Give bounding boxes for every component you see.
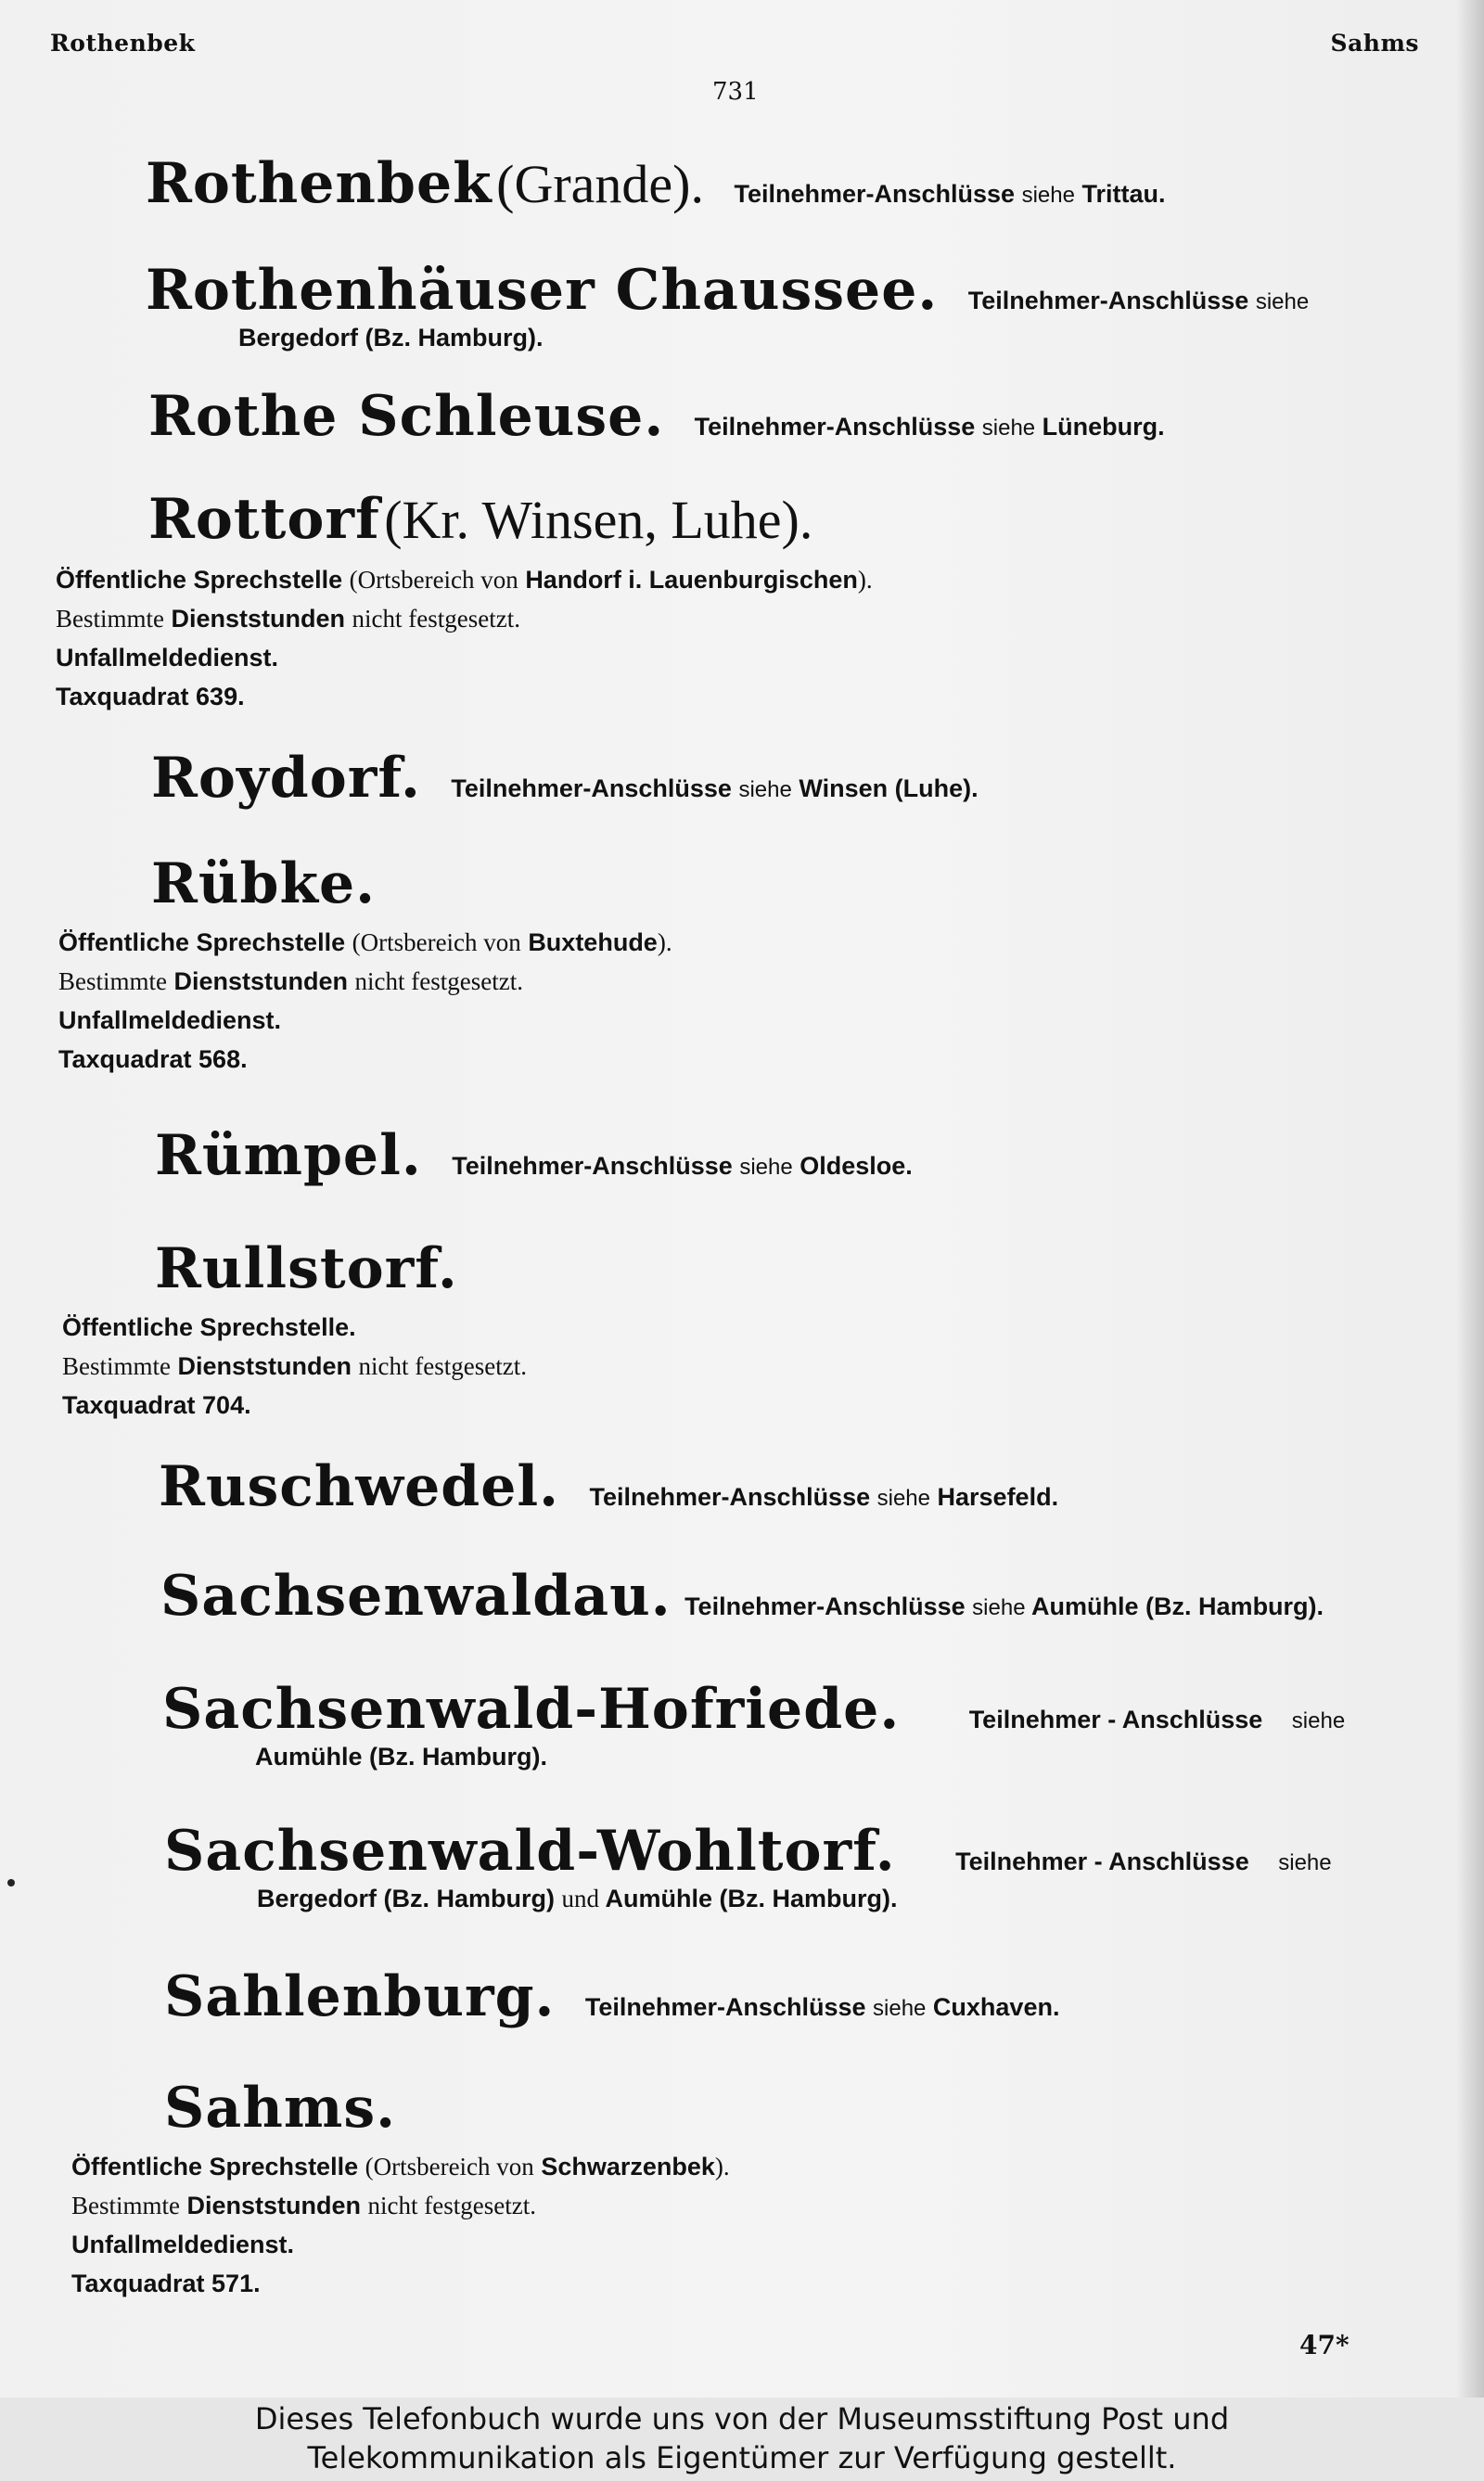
ref-label: Teilnehmer-Anschlüsse — [452, 1152, 733, 1180]
ortsbereich-place: Handorf i. Lauenburgischen — [525, 566, 858, 594]
running-head-right: Sahms — [1330, 30, 1419, 57]
unfallmeldedienst: Unfallmeldedienst. — [71, 2231, 295, 2258]
taxquadrat: Taxquadrat 704. — [62, 1391, 251, 1419]
place-name: Sachsenwaldau. — [160, 1564, 672, 1629]
ref-place: Bergedorf (Bz. Hamburg) — [257, 1885, 556, 1912]
attribution-banner — [0, 2398, 1484, 2481]
dienststunden-label: Dienststunden — [186, 2192, 362, 2219]
ref-place: Oldesloe. — [800, 1152, 913, 1180]
ref-label: Teilnehmer - Anschlüsse — [955, 1848, 1249, 1875]
entry-sahms — [71, 2076, 730, 2303]
entry-ruebke — [58, 851, 672, 1079]
sprechstelle-label: Öffentliche Sprechstelle — [58, 928, 346, 956]
place-name: Sachsenwald-Wohltorf. — [164, 1819, 896, 1884]
place-name: Rullstorf. — [155, 1236, 458, 1301]
place-name: Rottorf — [148, 487, 380, 552]
place-name: Rümpel. — [155, 1123, 422, 1188]
sprechstelle-label: Öffentliche Sprechstelle — [71, 2153, 359, 2180]
place-name: Roydorf. — [151, 746, 421, 811]
place-name: Rothe Schleuse. — [148, 384, 665, 449]
entry-details — [62, 1308, 527, 1425]
dienststunden-value: nicht festgesetzt. — [354, 967, 523, 995]
ref-place: Aumühle (Bz. Hamburg). — [255, 1743, 547, 1771]
place-name: Ruschwedel. — [159, 1454, 560, 1519]
ref-place: Trittau. — [1081, 180, 1166, 208]
ref-place: Lüneburg. — [1042, 413, 1165, 441]
entry-rottorf — [56, 487, 873, 716]
ref-label: Teilnehmer-Anschlüsse — [684, 1592, 966, 1620]
dienststunden-prefix: Bestimmte — [71, 2192, 180, 2219]
unfallmeldedienst: Unfallmeldedienst. — [56, 644, 279, 671]
ref-place: Aumühle (Bz. Hamburg). — [1031, 1592, 1324, 1620]
place-name: Rothenhäuser Chaussee. — [146, 258, 939, 323]
dienststunden-value: nicht festgesetzt. — [358, 1352, 527, 1380]
entry-details — [58, 923, 672, 1079]
entry-ruschwedel — [159, 1454, 1059, 1519]
dienststunden-value: nicht festgesetzt. — [352, 605, 520, 633]
place-name: Sachsenwald-Hofriede. — [162, 1677, 901, 1742]
taxquadrat: Taxquadrat 568. — [58, 1045, 248, 1073]
running-head-left: Rothenbek — [50, 30, 196, 57]
ref-place: Winsen (Luhe). — [799, 774, 979, 802]
attribution-line-2: Telekommunikation als Eigentümer zur Verfügung gestellt. — [307, 2440, 1177, 2475]
siehe-text: siehe — [738, 777, 792, 802]
siehe-text: siehe — [981, 416, 1036, 441]
siehe-text: siehe — [1021, 183, 1075, 208]
signature-mark: 47* — [1299, 2330, 1350, 2360]
entry-roydorf — [151, 746, 979, 811]
place-name: Rothenbek — [146, 151, 493, 216]
ref-und: und — [561, 1885, 600, 1912]
dienststunden-prefix: Bestimmte — [58, 967, 167, 995]
entry-details — [56, 560, 873, 716]
ortsbereich-end: ). — [857, 566, 873, 594]
ref-place: Bergedorf (Bz. Hamburg). — [238, 324, 544, 352]
ortsbereich-end: ). — [657, 928, 672, 956]
dienststunden-prefix: Bestimmte — [56, 605, 164, 633]
place-name: Rübke. — [151, 851, 377, 916]
ortsbereich-text: (Ortsbereich von — [352, 928, 521, 956]
ortsbereich-end: ). — [714, 2153, 730, 2180]
siehe-text: siehe — [1255, 289, 1310, 314]
taxquadrat: Taxquadrat 639. — [56, 683, 245, 710]
ref-label: Teilnehmer-Anschlüsse — [584, 1993, 866, 2021]
dienststunden-value: nicht festgesetzt. — [367, 2192, 536, 2219]
sprechstelle-label: Öffentliche Sprechstelle — [56, 566, 343, 594]
entry-rothenhaeuser-chaussee — [146, 258, 1310, 352]
entry-sachsenwald-wohltorf — [164, 1819, 1332, 1913]
siehe-text: siehe — [972, 1595, 1026, 1620]
entry-sachsenwaldau — [160, 1564, 1324, 1629]
entry-details — [71, 2147, 730, 2303]
siehe-text: siehe — [739, 1155, 793, 1180]
siehe-text: siehe — [876, 1486, 930, 1511]
page-number: 731 — [712, 78, 759, 106]
place-suffix: (Grande). — [496, 154, 704, 214]
ortsbereich-place: Buxtehude — [528, 928, 658, 956]
ref-label: Teilnehmer-Anschlüsse — [694, 413, 976, 441]
dienststunden-label: Dienststunden — [171, 605, 346, 633]
entry-sachsenwald-hofriede — [162, 1677, 1346, 1771]
ref-label: Teilnehmer-Anschlüsse — [967, 287, 1249, 314]
entry-rullstorf — [62, 1236, 527, 1425]
taxquadrat: Taxquadrat 571. — [71, 2270, 261, 2297]
ref-label: Teilnehmer-Anschlüsse — [451, 774, 732, 802]
ref-label: Teilnehmer - Anschlüsse — [968, 1706, 1263, 1733]
ortsbereich-text: (Ortsbereich von — [349, 566, 518, 594]
place-name: Sahms. — [164, 2076, 396, 2141]
entry-rothe-schleuse — [148, 384, 1165, 449]
unfallmeldedienst: Unfallmeldedienst. — [58, 1006, 282, 1034]
ref-place: Harsefeld. — [937, 1483, 1059, 1511]
entry-sahlenburg — [164, 1964, 1060, 2029]
ref-label: Teilnehmer-Anschlüsse — [734, 180, 1016, 208]
ref-place: Cuxhaven. — [932, 1993, 1060, 2021]
dienststunden-label: Dienststunden — [173, 967, 349, 995]
place-suffix: (Kr. Winsen, Luhe). — [384, 490, 813, 550]
ref-place-2: Aumühle (Bz. Hamburg). — [605, 1885, 898, 1912]
scan-speck — [7, 1879, 15, 1886]
attribution-line-1: Dieses Telefonbuch wurde uns von der Museumsstiftung Post und — [254, 2401, 1230, 2436]
dienststunden-prefix: Bestimmte — [62, 1352, 171, 1380]
entry-rothenbek — [146, 153, 1165, 215]
place-name: Sahlenburg. — [164, 1964, 556, 2029]
siehe-text: siehe — [1278, 1850, 1332, 1875]
siehe-text: siehe — [1291, 1708, 1346, 1733]
ref-label: Teilnehmer-Anschlüsse — [589, 1483, 871, 1511]
siehe-text: siehe — [873, 1996, 927, 2021]
sprechstelle-label: Öffentliche Sprechstelle. — [62, 1313, 356, 1341]
ortsbereich-place: Schwarzenbek — [541, 2153, 715, 2180]
ortsbereich-text: (Ortsbereich von — [365, 2153, 534, 2180]
entry-ruempel — [155, 1123, 913, 1188]
dienststunden-label: Dienststunden — [177, 1352, 352, 1380]
